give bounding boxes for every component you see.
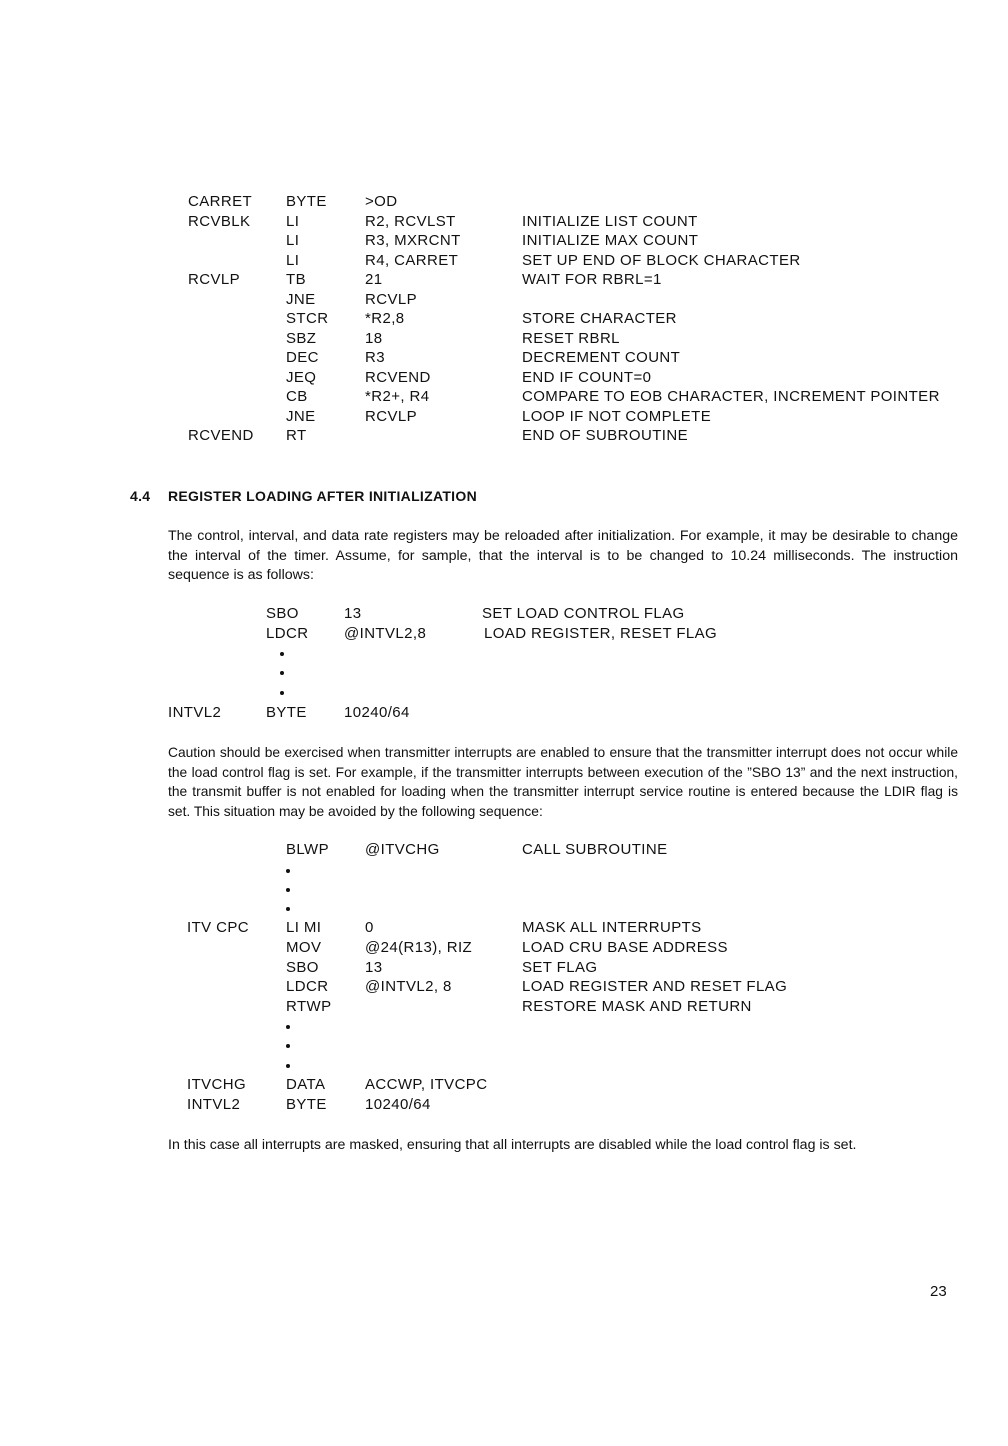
- code-operand: RCVLP: [365, 407, 418, 425]
- code-operand: @ITVCHG: [365, 841, 440, 858]
- code-operand: RCVLP: [365, 290, 418, 308]
- page-number: 23: [930, 1283, 947, 1300]
- code-operand: 13: [365, 958, 383, 976]
- code-line: [0, 232, 1008, 252]
- code-opcode: TB: [286, 271, 306, 288]
- paragraph-intro: The control, interval, and data rate registers may be reloaded after initialization. For example, it may be desirable to change the interval of the timer. Assume, for sample, that the interval is to be changed to 10.24 milliseconds. The instruction sequence is as follows:: [168, 528, 958, 584]
- code-opcode: JNE: [286, 407, 316, 425]
- code-operand: 0: [365, 919, 374, 936]
- code-line: [0, 959, 1008, 979]
- code-operand: 13: [344, 605, 362, 622]
- code-comment: SET UP END OF BLOCK CHARACTER: [522, 251, 801, 269]
- code-opcode: DATA: [286, 1076, 326, 1093]
- code-opcode: SBO: [286, 958, 319, 976]
- code-comment: MASK ALL INTERRUPTS: [522, 919, 702, 936]
- code-comment: SET FLAG: [522, 958, 598, 976]
- ellipsis-dot: [286, 1064, 290, 1068]
- code-operand: 10240/64: [344, 704, 410, 721]
- code-opcode: SBO: [266, 605, 299, 622]
- code-line: [0, 369, 1008, 389]
- paragraph-conclusion: In this case all interrupts are masked, ensuring that all interrupts are disabled while the load control flag is set.: [168, 1137, 857, 1153]
- code-operand: R2, RCVLST: [365, 212, 456, 230]
- code-comment: DECREMENT COUNT: [522, 349, 681, 366]
- code-line: [0, 213, 1008, 233]
- code-opcode: BYTE: [286, 1096, 327, 1113]
- section-number: 4.4: [130, 488, 151, 504]
- code-line: [0, 998, 1008, 1018]
- code-operand: @24(R13), RIZ: [365, 939, 473, 956]
- code-line: [0, 704, 1008, 724]
- code-opcode: RT: [286, 427, 307, 444]
- code-label: RCVLP: [188, 271, 241, 288]
- code-comment: WAIT FOR RBRL=1: [522, 271, 662, 288]
- code-line: [0, 1076, 1008, 1096]
- code-opcode: JEQ: [286, 368, 317, 386]
- code-label: RCVBLK: [188, 212, 251, 230]
- code-comment: STORE CHARACTER: [522, 310, 677, 327]
- code-operand: R4, CARRET: [365, 251, 459, 269]
- code-opcode: LI: [286, 251, 300, 269]
- code-comment: END IF COUNT=0: [522, 368, 652, 386]
- code-comment: RESTORE MASK AND RETURN: [522, 997, 752, 1015]
- code-line: [0, 625, 1008, 645]
- code-opcode: LI: [286, 212, 300, 230]
- code-label: CARRET: [188, 193, 253, 210]
- code-label: INTVL2: [168, 704, 222, 721]
- code-line: [0, 939, 1008, 959]
- code-comment: END OF SUBROUTINE: [522, 427, 688, 444]
- ellipsis-dot: [280, 671, 284, 675]
- code-operand: R3, MXRCNT: [365, 232, 461, 249]
- code-opcode: LDCR: [286, 978, 329, 995]
- code-opcode: DEC: [286, 349, 319, 366]
- code-line: [0, 310, 1008, 330]
- code-operand: R3: [365, 349, 385, 366]
- code-opcode: STCR: [286, 310, 329, 327]
- code-line: [0, 271, 1008, 291]
- code-line: [0, 193, 1008, 213]
- code-opcode: SBZ: [286, 329, 317, 347]
- code-label: RCVEND: [188, 427, 254, 444]
- code-line: [0, 1096, 1008, 1116]
- ellipsis-dot: [286, 907, 290, 911]
- code-line: [0, 978, 1008, 998]
- code-opcode: RTWP: [286, 997, 332, 1015]
- ellipsis-dot: [286, 1044, 290, 1048]
- code-comment: LOOP IF NOT COMPLETE: [522, 407, 712, 425]
- code-operand: 21: [365, 271, 383, 288]
- code-operand: @INTVL2, 8: [365, 978, 452, 995]
- code-operand: ACCWP, ITVCPC: [365, 1076, 488, 1093]
- code-comment: RESET RBRL: [522, 329, 620, 347]
- ellipsis-dot: [286, 1025, 290, 1029]
- code-comment: SET LOAD CONTROL FLAG: [482, 605, 685, 622]
- code-comment: COMPARE TO EOB CHARACTER, INCREMENT POINTER: [522, 388, 940, 405]
- code-opcode: MOV: [286, 939, 322, 956]
- code-comment: LOAD REGISTER AND RESET FLAG: [522, 978, 788, 995]
- code-opcode: CB: [286, 388, 308, 405]
- code-line: [0, 427, 1008, 447]
- ellipsis-dot: [280, 691, 284, 695]
- code-comment: INITIALIZE MAX COUNT: [522, 232, 699, 249]
- code-label: ITVCHG: [187, 1076, 247, 1093]
- code-comment: LOAD CRU BASE ADDRESS: [522, 939, 728, 956]
- section-title: REGISTER LOADING AFTER INITIALIZATION: [168, 488, 477, 504]
- code-operand: *R2+, R4: [365, 388, 430, 405]
- code-opcode: BYTE: [266, 704, 307, 721]
- code-line: [0, 919, 1008, 939]
- code-operand: >OD: [365, 193, 398, 210]
- code-line: [0, 408, 1008, 428]
- code-opcode: BLWP: [286, 841, 329, 858]
- code-line: [0, 291, 1008, 311]
- code-operand: *R2,8: [365, 310, 405, 327]
- ellipsis-dot: [280, 652, 284, 656]
- code-operand: 10240/64: [365, 1096, 431, 1113]
- code-opcode: LDCR: [266, 624, 309, 642]
- ellipsis-dot: [286, 869, 290, 873]
- code-comment: LOAD REGISTER, RESET FLAG: [484, 624, 718, 642]
- code-label: ITV CPC: [187, 919, 249, 936]
- code-line: [0, 330, 1008, 350]
- code-line: [0, 841, 1008, 861]
- ellipsis-dot: [286, 888, 290, 892]
- code-line: [0, 252, 1008, 272]
- code-line: [0, 349, 1008, 369]
- code-comment: INITIALIZE LIST COUNT: [522, 212, 698, 230]
- code-opcode: BYTE: [286, 193, 327, 210]
- code-label: INTVL2: [187, 1096, 241, 1113]
- code-opcode: LI: [286, 232, 300, 249]
- code-operand: RCVEND: [365, 368, 431, 386]
- code-opcode: JNE: [286, 290, 316, 308]
- code-operand: @INTVL2,8: [344, 624, 427, 642]
- code-opcode: LI MI: [286, 919, 322, 936]
- code-line: [0, 388, 1008, 408]
- code-operand: 18: [365, 329, 383, 347]
- code-comment: CALL SUBROUTINE: [522, 841, 668, 858]
- paragraph-caution: Caution should be exercised when transmitter interrupts are enabled to ensure that the transmitter interrupt does not occur while the load control flag is set. For example, if the transmitter interrupts between execution of the ”SBO 13” and the next instruction, the transmit buffer is not enabled for loading when the transmitter interrupt service routine is entered because the LDIR flag is set. This situation may be avoided by the following sequence:: [168, 745, 958, 819]
- code-line: [0, 605, 1008, 625]
